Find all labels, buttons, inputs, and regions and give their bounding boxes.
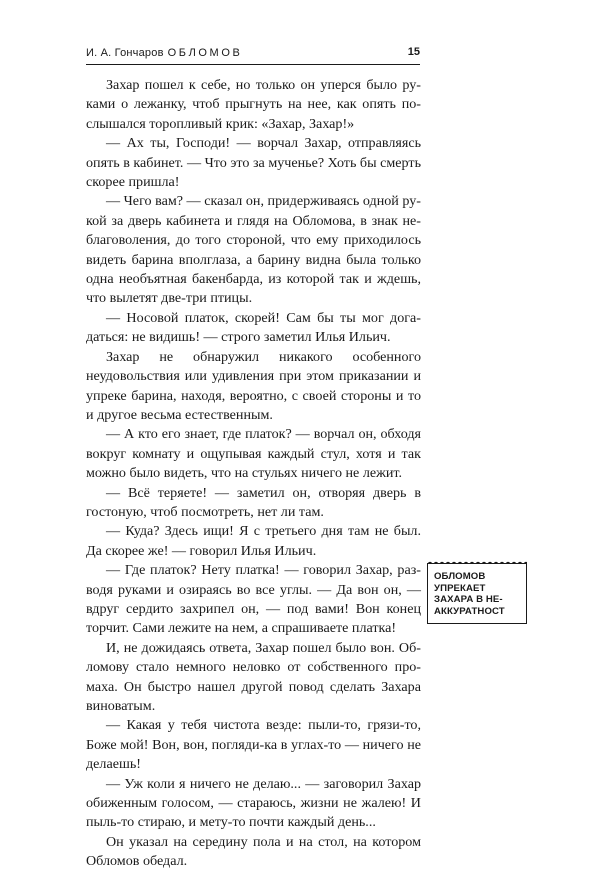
paragraph: — Носовой платок, скорей! Сам бы ты мог догадаться: не видишь! — строго заметил Илья Ильич. xyxy=(86,309,421,346)
paragraph: — А кто его знает, где платок? — ворчал он, обходя вокруг комнату и ощупывая каждый стул, хотя и так можно было видеть, что на стульях ничего не лежит. xyxy=(86,426,421,482)
running-header xyxy=(86,44,420,65)
paragraph: — Какая у тебя чистота везде: пыли-то, грязи-то, Боже мой! Вон, вон, погляди-ка в углах-то — ничего не делаешь! xyxy=(86,717,421,773)
margin-note: ОБЛОМОВ УПРЕКАЕТ ЗАХАРА В НЕ- АККУРАТНОСТ xyxy=(427,563,527,624)
paragraph: — Ах ты, Господи! — ворчал Захар, отправляясь опять в кабинет. — Что это за мученье? Хоть бы смерть скорее пришла! xyxy=(86,135,421,191)
paragraph: — Всё теряете! — заметил он, отворяя дверь в гостоную, чтоб посмотреть, нет ли там. xyxy=(86,484,421,520)
book-title: ОБЛОМОВ xyxy=(167,47,243,59)
author-name: И. А. Гончаров xyxy=(86,47,164,59)
paragraph: И, не дожидаясь ответа, Захар пошел было вон. Обломову стало немного неловко от собственного промаха. Он быстро нашел другой повод сделать Захара виноватым. xyxy=(86,639,421,714)
paragraph: Захар пошел к себе, но только он уперся было руками о лежанку, чтоб прыгнуть на нее, как опять послышался торопливый крик: «Захар, Захар!» xyxy=(86,77,421,132)
paragraph: — Где платок? Нету платка! — говорил Захар, разводя руками и озираясь во все углы. — Да вон он, — вдруг сердито захрипел он, — под вами! Вон конец торчит. Сами лежите на нем, а спрашиваете платка! xyxy=(86,562,421,637)
page-number: 15 xyxy=(407,46,420,58)
paragraph: — Куда? Здесь ищи! Я с третьего дня там не был. Да скорее же! — говорил Илья Ильич. xyxy=(86,523,421,559)
header-author xyxy=(86,47,242,59)
paragraph: — Чего вам? — сказал он, придерживаясь одной рукой за дверь кабинета и глядя на Обломова, в знак неблаговоления, до того стороной, что ему приходилось видеть барина вполглаза, а барину видна была только одна необъятная бакенбарда, из которой так и ждешь, что вылетят две-три птицы. xyxy=(86,193,421,307)
paragraph: Захар не обнаружил никакого особенного неудовольствия или удивления при этом приказании и упреке барина, находя, вероятно, с своей стороны и то и другое весьма естественным. xyxy=(86,348,421,423)
paragraph: Он указал на середину пола и на стол, на котором Обломов обедал. xyxy=(86,833,421,870)
body-text xyxy=(86,76,421,872)
paragraph: — Уж коли я ничего не делаю... — заговорил Захар обиженным голосом, — стараюсь, жизни не жалею! И пыль-то стираю, и мету-то почти каждый день... xyxy=(86,775,421,831)
